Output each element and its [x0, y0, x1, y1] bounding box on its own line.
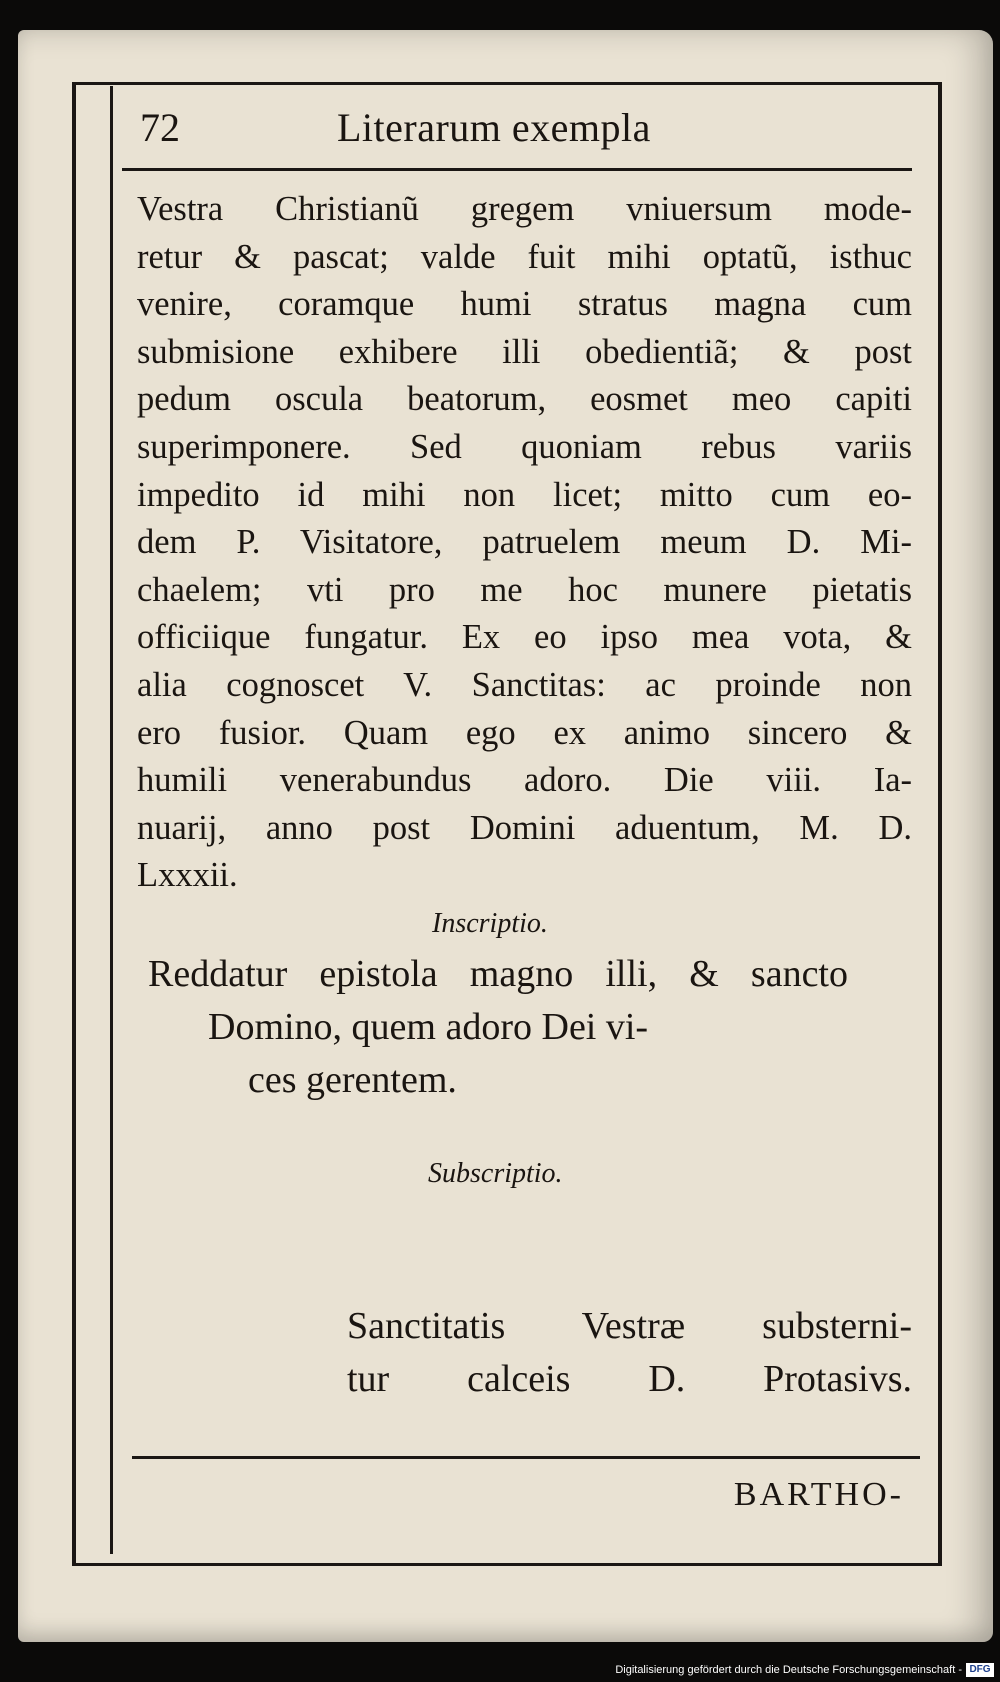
footer-credit: Digitalisierung gefördert durch die Deutsche Forschungsgemeinschaft -	[615, 1664, 962, 1676]
body-line: alia cognoscet V. Sanctitas: ac proinde non	[137, 665, 912, 704]
body-line: dem P. Visitatore, patruelem meum D. Mi-	[137, 523, 912, 562]
body-line: chaelem; vti pro me hoc munere pietatis	[137, 570, 912, 609]
body-line: impedito id mihi non licet; mitto cum eo-	[137, 475, 912, 514]
left-margin-rule	[110, 86, 113, 1554]
inscriptio-line: Domino, quem adoro Dei vi-	[208, 1006, 649, 1048]
inscriptio-line: Reddatur epistola magno illi, & sancto	[148, 953, 848, 995]
body-line: submisione exhibere illi obedientiã; & post	[137, 332, 912, 371]
page-header	[122, 96, 912, 171]
subscriptio-line: Sanctitatis Vestræ substerni-	[347, 1305, 912, 1347]
body-line: nuarij, anno post Domini aduentum, M. D.	[137, 808, 912, 847]
body-line: ero fusior. Quam ego ex animo sincero &	[137, 713, 912, 752]
subscriptio-text	[347, 1300, 912, 1406]
body-line: officiique fungatur. Ex eo ipso mea vota, &	[137, 618, 912, 657]
body-line: pedum oscula beatorum, eosmet meo capiti	[137, 380, 912, 419]
body-line: superimponere. Sed quoniam rebus variis	[137, 427, 912, 466]
running-head: Literarum exempla	[337, 105, 651, 150]
inscriptio-text	[148, 948, 848, 1107]
inscriptio-label: Inscriptio.	[432, 908, 548, 939]
bottom-rule	[132, 1456, 920, 1459]
inscriptio-line: ces gerentem.	[248, 1059, 457, 1101]
subscriptio-label: Subscriptio.	[428, 1158, 563, 1189]
body-line: venire, coramque humi stratus magna cum	[137, 285, 912, 324]
letter-body	[137, 186, 912, 900]
body-line: Vestra Christianũ gregem vniuersum mode-	[137, 190, 912, 228]
page-number: 72	[140, 105, 180, 150]
body-line: humili venerabundus adoro. Die viii. Ia-	[137, 761, 912, 800]
body-line: Lxxxii.	[137, 856, 238, 895]
dfg-logo-icon: DFG	[966, 1663, 994, 1677]
catchword: BARTHO-	[733, 1476, 904, 1513]
body-line: retur & pascat; valde fuit mihi optatũ, isthuc	[137, 237, 912, 276]
subscriptio-line: tur calceis D. Protasivs.	[347, 1358, 912, 1400]
